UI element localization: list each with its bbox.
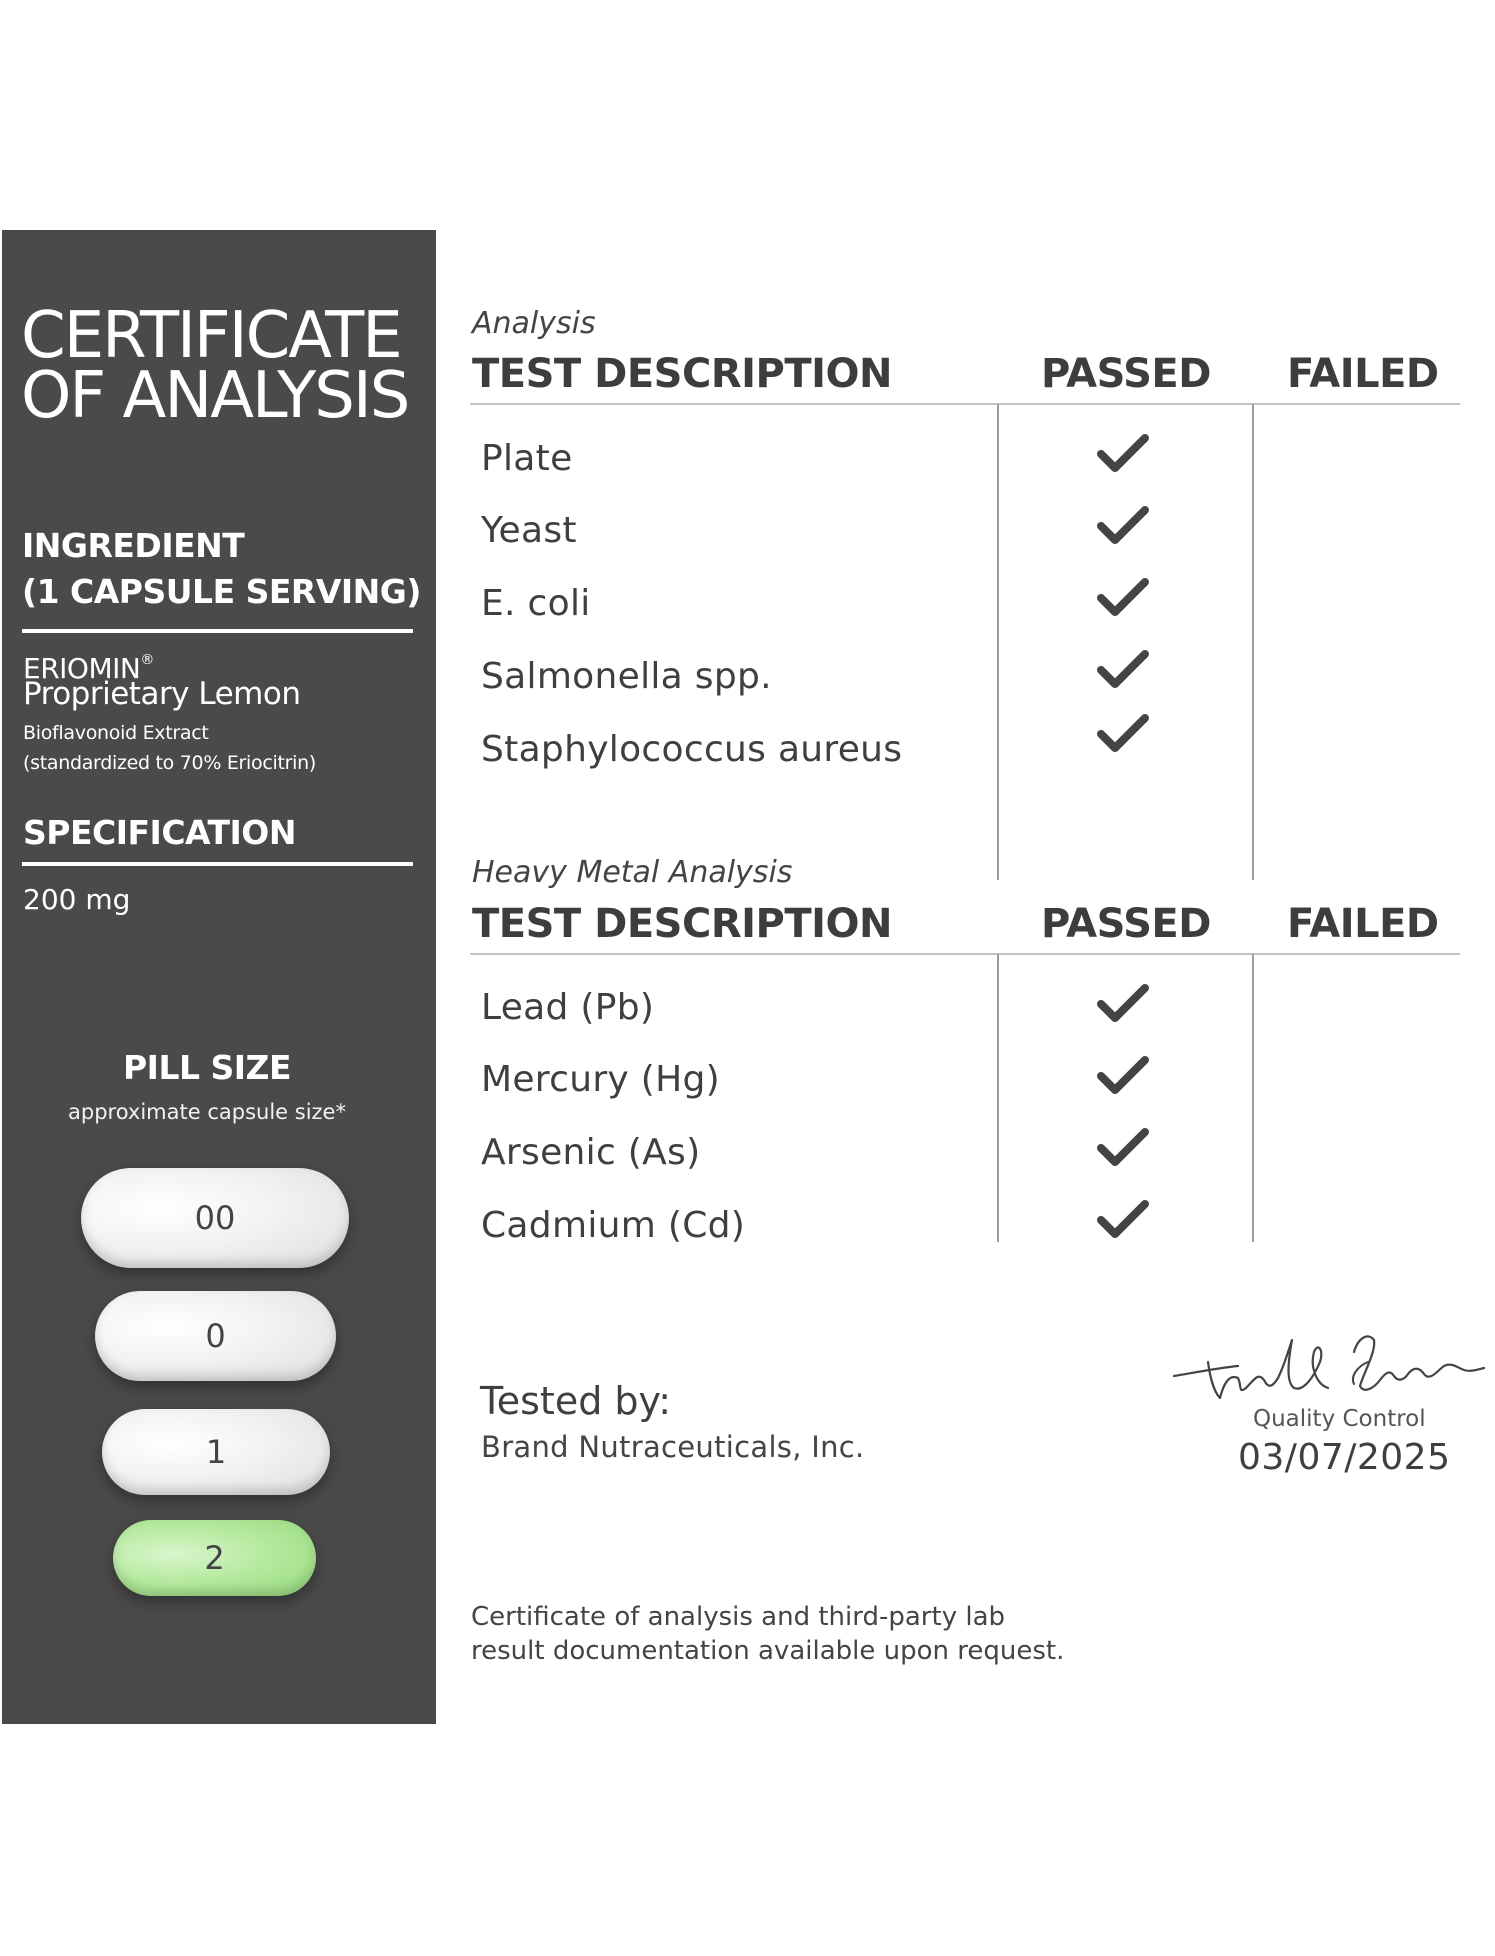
ingredient-proprietary: Proprietary Lemon [23,676,301,712]
heavy-metal-row-cadmium: Cadmium (Cd) [481,1205,746,1246]
ingredient-brand: ERIOMIN [23,652,141,685]
analysis-header-failed: FAILED [1287,351,1439,397]
check-icon [1097,984,1149,1024]
analysis-row-staphylococcus: Staphylococcus aureus [481,729,903,770]
analysis-column-divider-2 [1252,404,1254,880]
heavy-metal-header-failed: FAILED [1287,901,1439,947]
analysis-header-description: TEST DESCRIPTION [472,351,892,397]
specification-divider [22,862,413,866]
sidebar-panel [2,230,436,1724]
quality-control-label: Quality Control [1253,1406,1426,1432]
capsule-0: 0 [95,1291,336,1381]
heavy-metal-row-arsenic: Arsenic (As) [481,1132,701,1173]
analysis-column-divider-1 [997,404,999,880]
ingredient-divider [22,629,413,633]
heavy-metal-column-divider-1 [997,954,999,1242]
analysis-row-yeast: Yeast [481,510,577,551]
registered-mark: ® [140,652,154,668]
check-icon [1097,578,1149,618]
analysis-row-plate: Plate [481,438,573,479]
footnote-line-1: Certificate of analysis and third-party lab [471,1602,1006,1632]
page-title [21,299,431,433]
heavy-metal-row-lead: Lead (Pb) [481,987,655,1028]
analysis-header-passed: PASSED [1041,351,1211,397]
heavy-metal-section-label: Heavy Metal Analysis [472,855,793,890]
heavy-metal-header-rule [470,953,1460,955]
ingredient-heading [22,523,422,615]
ingredient-heading-line-1: INGREDIENT [22,526,245,565]
check-icon [1097,1056,1149,1096]
capsule-1: 1 [102,1409,330,1495]
ingredient-description [23,718,316,778]
signature-image [1168,1322,1488,1412]
analysis-header-rule [470,403,1460,405]
check-icon [1097,650,1149,690]
capsule-00: 00 [81,1168,349,1268]
check-icon [1097,506,1149,546]
heavy-metal-row-mercury: Mercury (Hg) [481,1059,720,1100]
tested-by-company: Brand Nutraceuticals, Inc. [481,1430,865,1464]
heavy-metal-header-passed: PASSED [1041,901,1211,947]
pill-size-subheading: approximate capsule size* [68,1100,346,1124]
ingredient-heading-line-2: (1 CAPSULE SERVING) [22,572,421,611]
check-icon [1097,1128,1149,1168]
analysis-row-salmonella: Salmonella spp. [481,656,772,697]
footnote [471,1600,1064,1668]
capsule-2-highlighted: 2 [113,1520,316,1596]
check-icon [1097,1200,1149,1240]
heavy-metal-header-description: TEST DESCRIPTION [472,901,892,947]
tested-by-label: Tested by: [480,1379,672,1423]
quality-control-date: 03/07/2025 [1238,1437,1451,1478]
title-line-2: OF ANALYSIS [21,359,409,433]
pill-size-heading: PILL SIZE [122,1048,292,1087]
check-icon [1097,434,1149,474]
title-line-1: CERTIFICATE [21,299,401,373]
ingredient-desc-line-2: (standardized to 70% Eriocitrin) [23,752,316,774]
analysis-row-ecoli: E. coli [481,583,591,624]
check-icon [1097,714,1149,754]
ingredient-desc-line-1: Bioflavonoid Extract [23,722,209,744]
specification-value: 200 mg [23,883,131,916]
heavy-metal-column-divider-2 [1252,954,1254,1242]
footnote-line-2: result documentation available upon request. [471,1636,1065,1666]
specification-heading: SPECIFICATION [23,813,296,852]
analysis-section-label: Analysis [472,306,596,341]
